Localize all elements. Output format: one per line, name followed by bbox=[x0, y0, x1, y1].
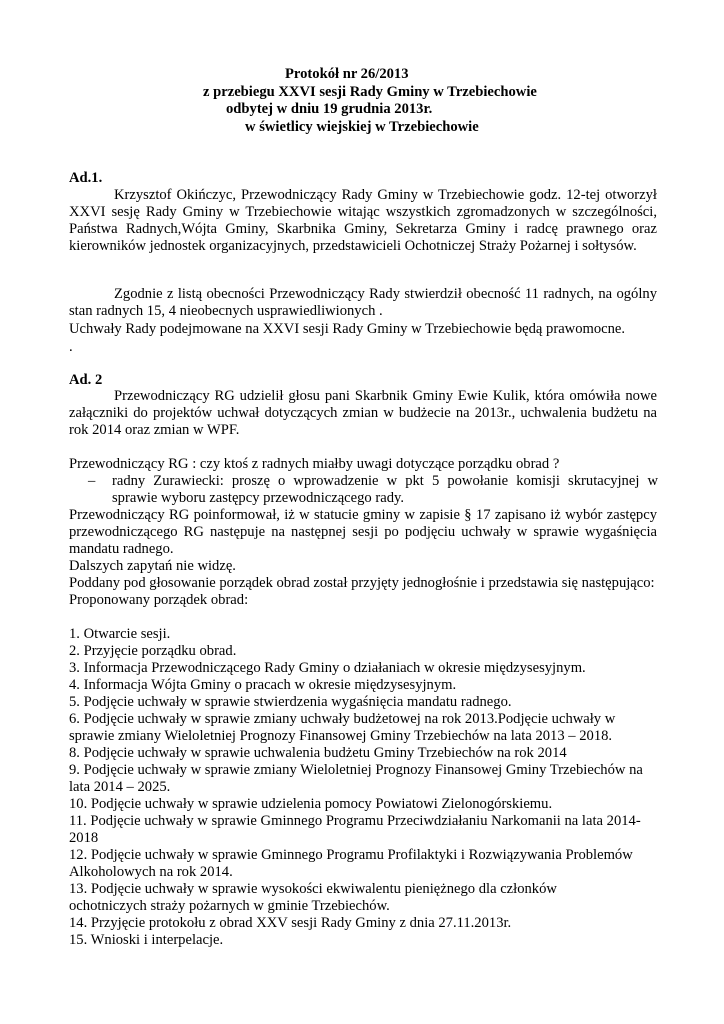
bullet-dash: – bbox=[88, 473, 96, 489]
title-line-1: Protokół nr 26/2013 bbox=[285, 66, 409, 82]
agenda-item: 1. Otwarcie sesji. bbox=[69, 626, 171, 642]
agenda-item-continuation: 2018 bbox=[69, 830, 99, 846]
ad1-dot: . bbox=[69, 339, 73, 355]
agenda-item: 10. Podjęcie uchwały w sprawie udzielenia pomocy Powiatowi Zielonogórskiemu. bbox=[69, 796, 553, 812]
ad2-paragraph-2: Przewodniczący RG poinformował, iż w statucie gminy w zapisie § 17 zapisano iż wybór zastępcy przewodniczącego RG następuje na następnej sesji po podjęciu uchwały w sprawie wygaśnięcia mandatu radnego. bbox=[69, 507, 657, 557]
section-heading-ad2: Ad. 2 bbox=[69, 372, 103, 388]
ad2-paragraph-1: Przewodniczący RG udzielił głosu pani Skarbnik Gminy Ewie Kulik, która omówiła nowe załączniki do projektów uchwał dotyczących zmian w budżecie na 2013r., uchwalenia budżetu na rok 2014 oraz zmian w WPF. bbox=[69, 388, 657, 438]
ad2-line-a: Dalszych zapytań nie widzę. bbox=[69, 558, 236, 574]
agenda-item-continuation: lata 2014 – 2025. bbox=[69, 779, 171, 795]
ad2-question: Przewodniczący RG : czy ktoś z radnych miałby uwagi dotyczące porządku obrad ? bbox=[69, 456, 560, 472]
title-line-3: odbytej w dniu 19 grudnia 2013r. bbox=[226, 101, 433, 117]
agenda-item-continuation: ochotniczych straży pożarnych w gminie Trzebiechów. bbox=[69, 898, 390, 914]
agenda-item: 14. Przyjęcie protokołu z obrad XXV sesji Rady Gminy z dnia 27.11.2013r. bbox=[69, 915, 512, 931]
bullet-text-line-2: sprawie wyboru zastępcy przewodniczącego rady. bbox=[112, 490, 405, 506]
agenda-item: 13. Podjęcie uchwały w sprawie wysokości ekwiwalentu pieniężnego dla członków bbox=[69, 881, 557, 897]
ad1-paragraph-2: Zgodnie z listą obecności Przewodniczący Rady stwierdził obecność 11 radnych, na ogólny stan radnych 15, 4 nieobecnych usprawiedliwionych . bbox=[69, 286, 657, 319]
agenda-item: 6. Podjęcie uchwały w sprawie zmiany uchwały budżetowej na rok 2013.Podjęcie uchwały w bbox=[69, 711, 616, 727]
agenda-item: 8. Podjęcie uchwały w sprawie uchwalenia budżetu Gminy Trzebiechów na rok 2014 bbox=[69, 745, 567, 761]
agenda-item-continuation: Alkoholowych na rok 2014. bbox=[69, 864, 233, 880]
agenda-item: 15. Wnioski i interpelacje. bbox=[69, 932, 224, 948]
agenda-item: 9. Podjęcie uchwały w sprawie zmiany Wieloletniej Prognozy Finansowej Gminy Trzebiechów na bbox=[69, 762, 643, 778]
bullet-text bbox=[112, 473, 658, 507]
ad1-paragraph-1: Krzysztof Okińczyc, Przewodniczący Rady Gminy w Trzebiechowie godz. 12-tej otworzył XXVI sesję Rady Gminy w Trzebiechowie witając wszystkich zgromadzonych w szczególności, Państwa Radnych,Wójta Gminy, Skarbnika Gminy, Sekretarza Gminy i radcę prawnego oraz kierowników jednostek organizacyjnych, przedstawicieli Ochotniczej Straży Pożarnej i sołtysów. bbox=[69, 187, 657, 254]
ad2-line-c: Proponowany porządek obrad: bbox=[69, 592, 249, 608]
agenda-item: 4. Informacja Wójta Gminy o pracach w okresie międzysesyjnym. bbox=[69, 677, 457, 693]
title-line-2: z przebiegu XXVI sesji Rady Gminy w Trzebiechowie bbox=[203, 84, 537, 100]
section-heading-ad1: Ad.1. bbox=[69, 170, 103, 186]
agenda-item: 11. Podjęcie uchwały w sprawie Gminnego Programu Przeciwdziałaniu Narkomanii na lata 2014- bbox=[69, 813, 641, 829]
agenda-item: 2. Przyjęcie porządku obrad. bbox=[69, 643, 237, 659]
title-line-4: w świetlicy wiejskiej w Trzebiechowie bbox=[245, 119, 479, 135]
ad1-paragraph-3: Uchwały Rady podejmowane na XXVI sesji Rady Gminy w Trzebiechowie będą prawomocne. bbox=[69, 321, 626, 337]
bullet-text-line-1: radny Zurawiecki: proszę o wprowadzenie w pkt 5 powołanie komisji skrutacyjnej w bbox=[112, 473, 658, 489]
agenda-item: 5. Podjęcie uchwały w sprawie stwierdzenia wygaśnięcia mandatu radnego. bbox=[69, 694, 512, 710]
agenda-item: 12. Podjęcie uchwały w sprawie Gminnego Programu Profilaktyki i Rozwiązywania Problemów bbox=[69, 847, 633, 863]
agenda-item: 3. Informacja Przewodniczącego Rady Gminy o działaniach w okresie międzysesyjnym. bbox=[69, 660, 586, 676]
ad2-line-b: Poddany pod głosowanie porządek obrad został przyjęty jednogłośnie i przedstawia się następująco: bbox=[69, 575, 655, 591]
agenda-list bbox=[69, 626, 657, 949]
agenda-item-continuation: sprawie zmiany Wieloletniej Prognozy Finansowej Gminy Trzebiechów na lata 2013 – 2018. bbox=[69, 728, 613, 744]
